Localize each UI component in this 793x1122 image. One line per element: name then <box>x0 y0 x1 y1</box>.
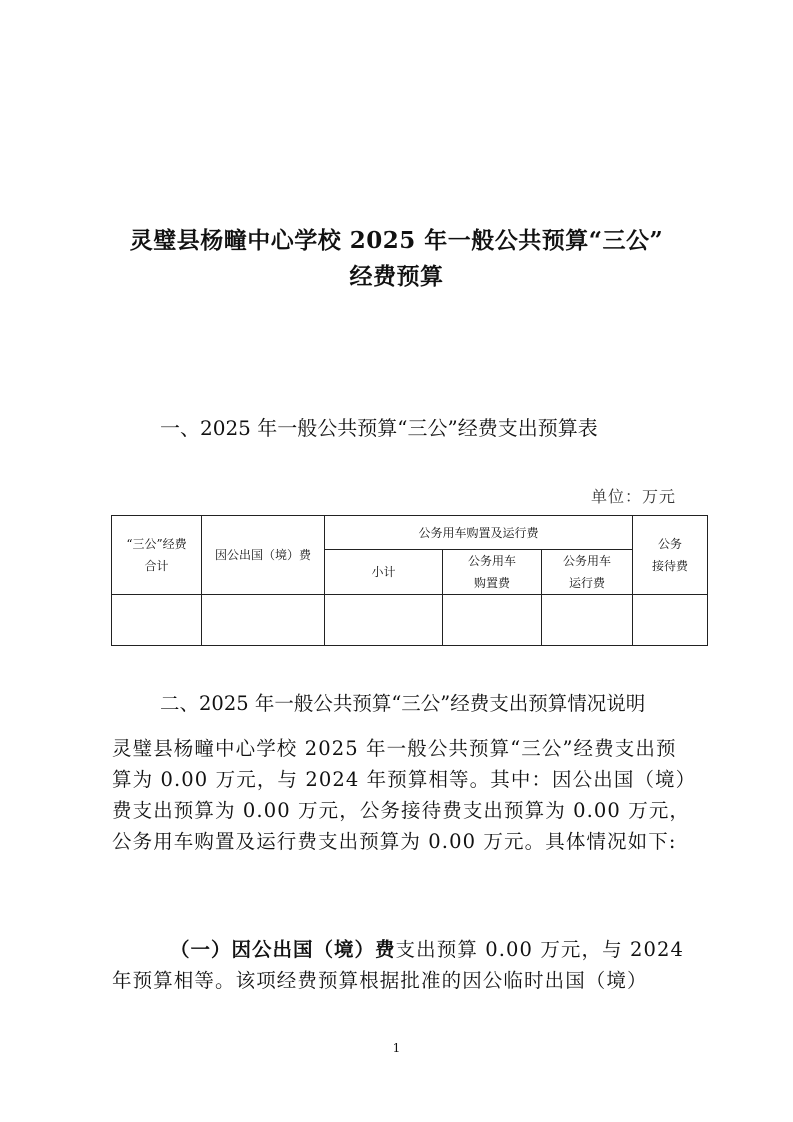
abroad-expense-heading: （一）因公出国（境）费 <box>170 938 396 961</box>
unit-label: 单位：万元 <box>590 487 676 506</box>
header-vehicle-operation-line-2: 运行费 <box>569 576 606 590</box>
header-abroad: 因公出国（境）费 <box>202 516 325 595</box>
header-total-line-2: 合计 <box>144 559 169 573</box>
abroad-expense-paragraph <box>112 934 692 996</box>
table-cell <box>443 595 542 646</box>
table-row <box>112 595 708 646</box>
section-2-heading: 二、2025 年一般公共预算“三公”经费支出预算情况说明 <box>160 692 646 715</box>
header-vehicle-purchase <box>443 550 542 595</box>
header-total <box>112 516 202 595</box>
header-vehicle-group: 公务用车购置及运行费 <box>325 516 633 550</box>
table-cell <box>542 595 633 646</box>
section-1-heading: 一、2025 年一般公共预算“三公”经费支出预算表 <box>160 416 598 440</box>
header-reception <box>633 516 708 595</box>
table-cell <box>112 595 202 646</box>
table-cell <box>633 595 708 646</box>
three-public-expenses-table <box>111 515 708 646</box>
header-vehicle-purchase-line-1: 公务用车 <box>467 554 516 568</box>
header-vehicle-operation <box>542 550 633 595</box>
page-title-line-2: 经费预算 <box>349 263 444 290</box>
header-reception-line-2: 接待费 <box>652 559 689 573</box>
table-cell <box>202 595 325 646</box>
header-subtotal: 小计 <box>325 550 443 595</box>
abroad-expense-text: 支出预算 0.00 万元，与 2024 年预算相等。该项经费预算根据批准的因公临时出国（境） <box>112 938 685 992</box>
table-cell <box>325 595 443 646</box>
header-vehicle-purchase-line-2: 购置费 <box>473 576 510 590</box>
page-title-line-1: 灵璧县杨疃中心学校 2025 年一般公共预算“三公” <box>129 227 664 254</box>
header-vehicle-operation-line-1: 公务用车 <box>563 554 612 568</box>
page-number: 1 <box>392 1041 401 1055</box>
header-total-line-1: “三公”经费 <box>126 537 187 551</box>
explanation-paragraph: 灵璧县杨疃中心学校 2025 年一般公共预算“三公”经费支出预算为 0.00 万元，与 2024 年预算相等。其中：因公出国（境）费支出预算为 0.00 万元，公务接待费支出预算为 0.00 万元，公务用车购置及运行费支出预算为 0.00 万元。具体情况如下: <box>112 737 691 853</box>
header-reception-line-1: 公务 <box>658 537 683 551</box>
